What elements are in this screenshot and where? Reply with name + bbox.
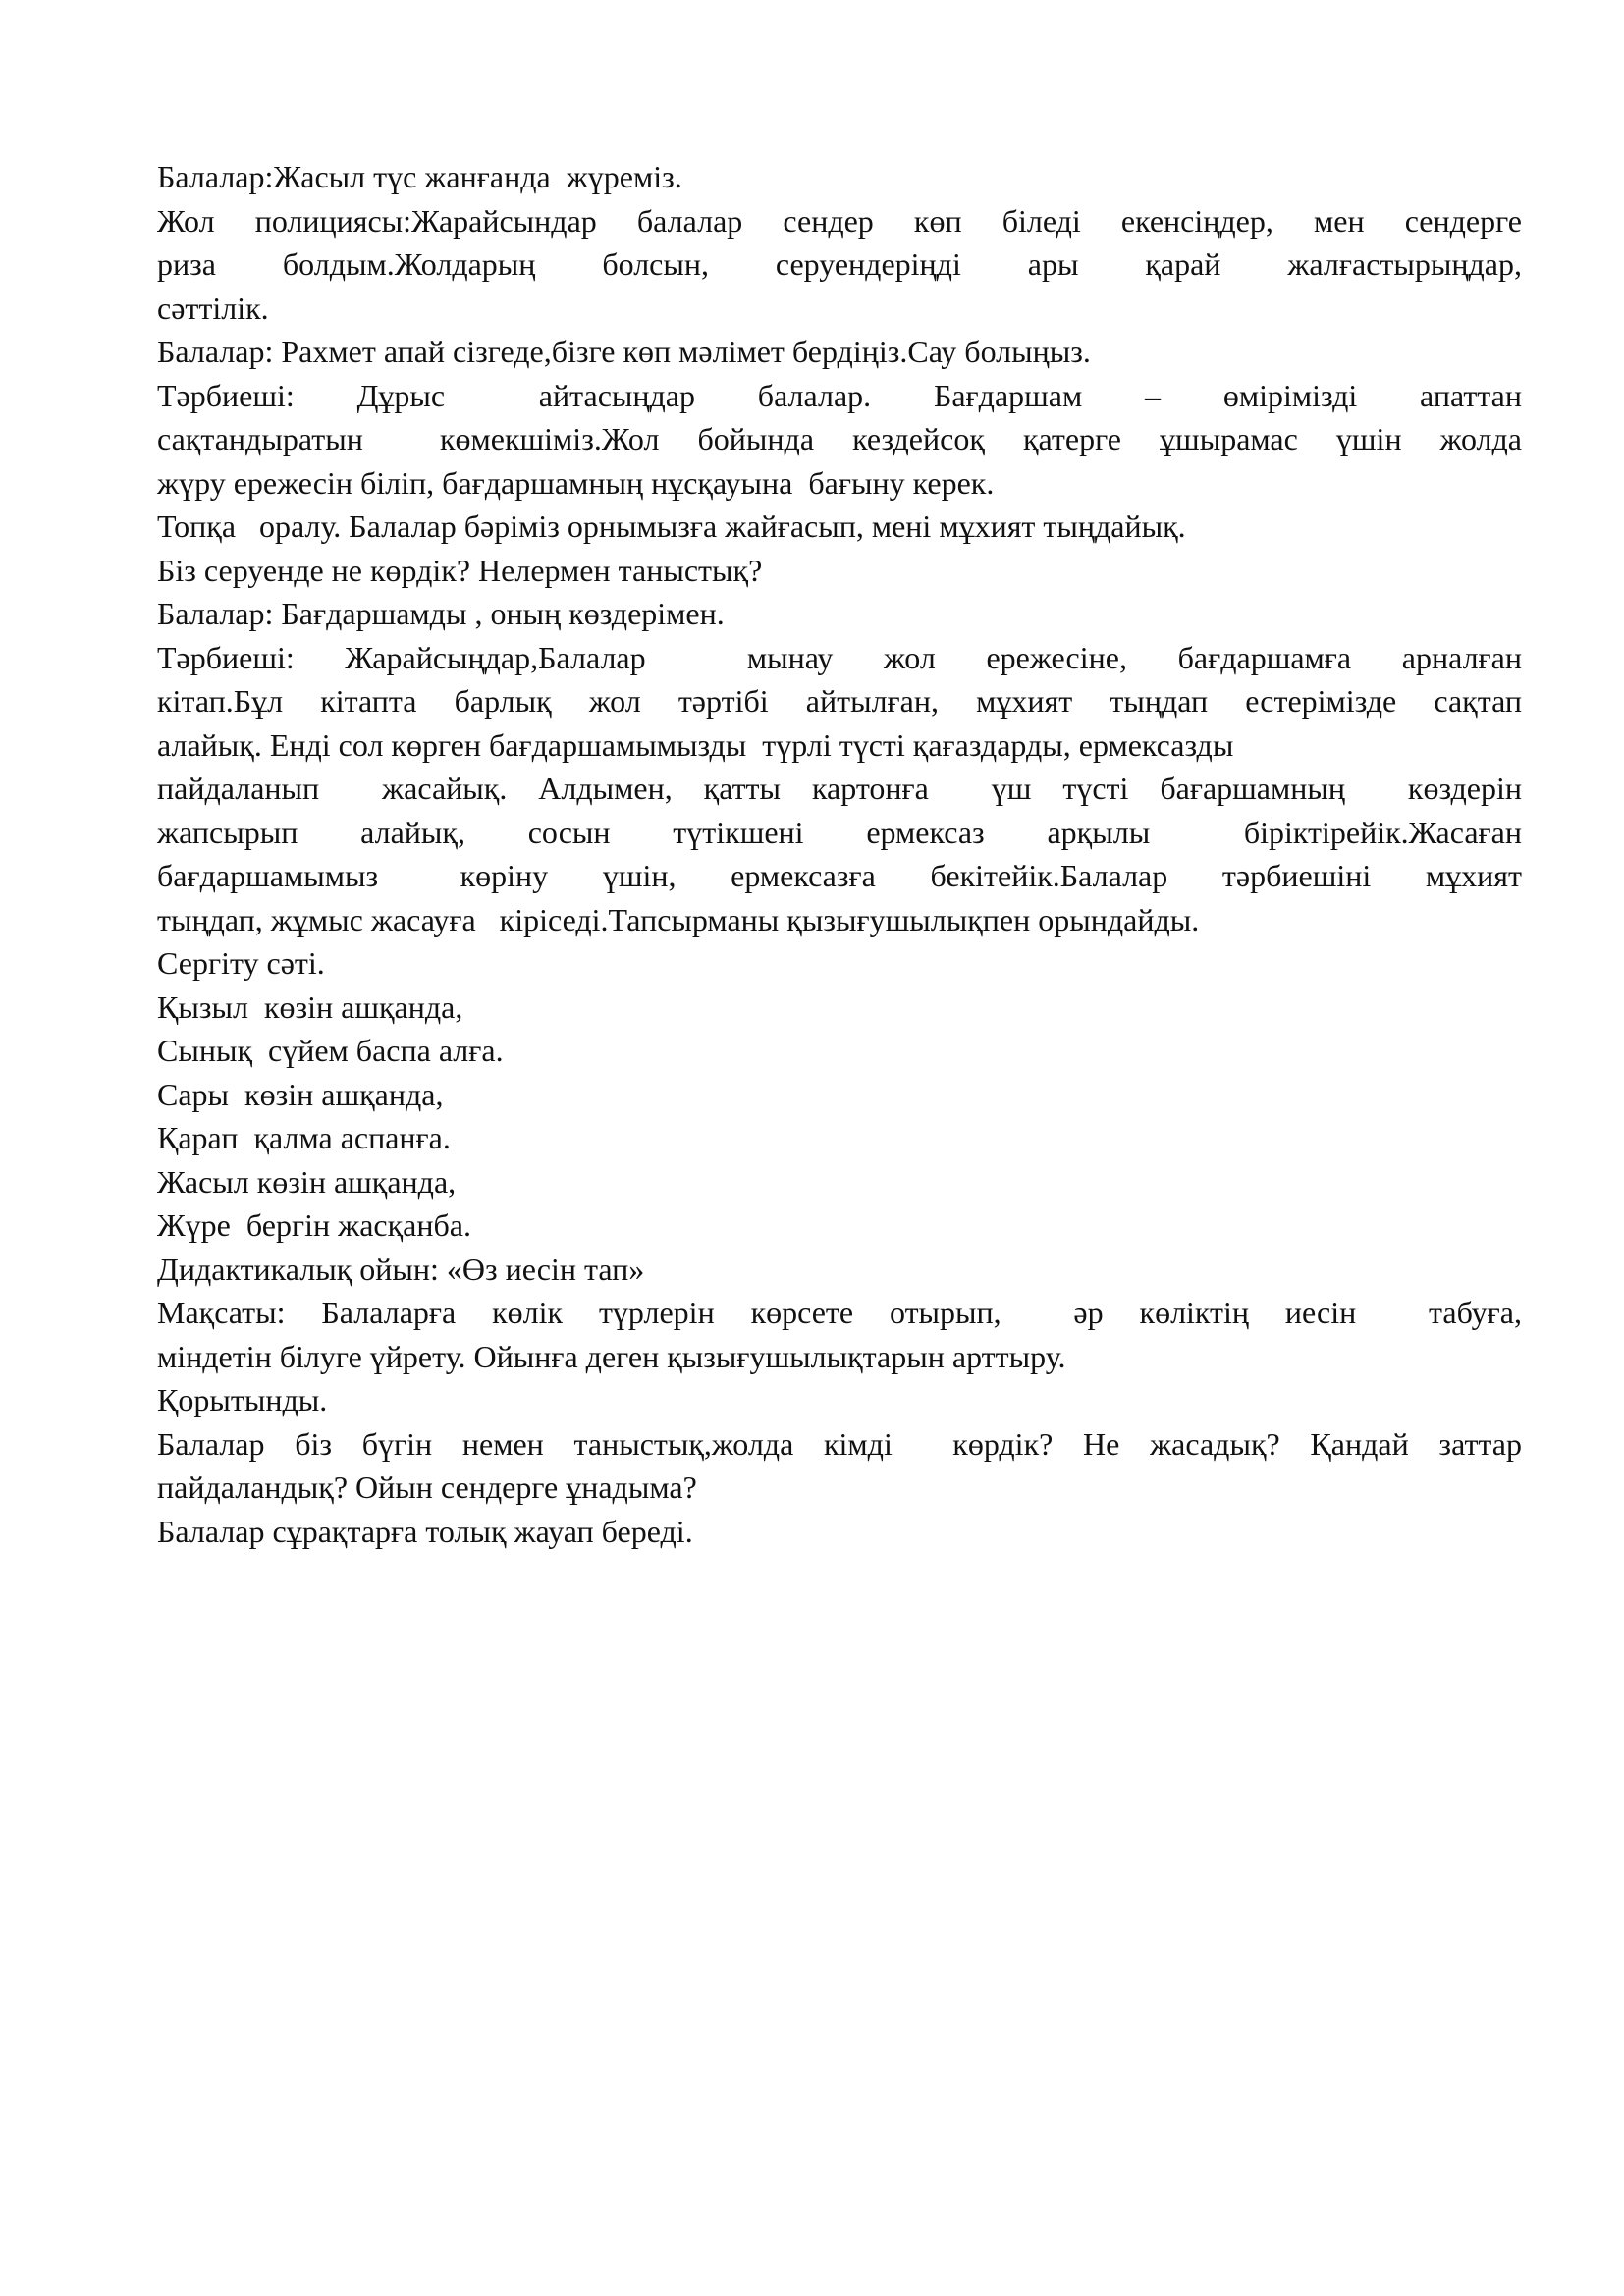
text-line: Балалар: Бағдаршамды , оның көздерімен. <box>157 596 725 631</box>
text-line: сәттілік. <box>157 290 269 326</box>
text-line: міндетін білуге үйрету. Ойынға деген қызығушылықтарын арттыру. <box>157 1338 1066 1374</box>
text-line: Балалар:Жасыл түс жанғанда жүреміз. <box>157 159 682 194</box>
text-line: Сынық сүйем баспа алға. <box>157 1033 504 1068</box>
text-line: жапсырып алайық, сосын түтікшені ермексаз арқылы біріктірейік.Жасаған <box>157 814 1522 850</box>
text-line: тыңдап, жұмыс жасауға кіріседі.Тапсырманы қызығушылықпен орындайды. <box>157 901 1200 937</box>
text-line: алайық. Енді сол көрген бағдаршамымызды түрлі түсті қағаздарды, ермексазды <box>157 726 1234 763</box>
text-line: Тәрбиеші: Дұрыс айтасыңдар балалар. Бағдаршам – өмірімізді апаттан <box>157 377 1522 413</box>
text-line: риза болдым.Жолдарың болсын, серуендеріңді ары қарай жалғастырыңдар, <box>157 246 1522 282</box>
text-line: Сергіту сәті. <box>157 945 325 981</box>
text-line: Мақсаты: Балаларға көлік түрлерін көрсете отырып, әр көліктің иесін табуға, <box>157 1295 1522 1330</box>
text-line: бағдаршамымыз көріну үшін, ермексазға бекітейік.Балалар тәрбиешіні мұхият <box>157 858 1522 893</box>
document-page <box>157 155 1522 1553</box>
text-line: Біз серуенде не көрдік? Нелермен таныстық? <box>157 552 763 588</box>
text-line: сақтандыратын көмекшіміз.Жол бойында кездейсоқ қатерге ұшырамас үшін жолда <box>157 421 1522 456</box>
text-line: пайдаланып жасайық. Алдымен, қатты картонға үш түсті бағаршамның көздерін <box>157 771 1522 806</box>
text-line: Тәрбиеші: Жарайсыңдар,Балалар мынау жол ережесіне, бағдаршамға арналған <box>157 639 1522 675</box>
text-line: Қорытынды. <box>157 1382 328 1417</box>
text-line: Қызыл көзін ашқанда, <box>157 988 463 1025</box>
text-line: Жүре бергін жасқанба. <box>157 1207 471 1243</box>
text-line: кітап.Бұл кітапта барлық жол тәртібі айтылған, мұхият тыңдап естерімізде сақтап <box>157 683 1522 719</box>
text-line: Қарап қалма аспанға. <box>157 1120 451 1155</box>
text-line: жүру ережесін біліп, бағдаршамның нұсқауына бағыну керек. <box>157 464 995 501</box>
text-line: Жасыл көзін ашқанда, <box>157 1163 457 1200</box>
text-line: Сары көзін ашқанда, <box>157 1076 444 1112</box>
text-line: Топқа оралу. Балалар бәріміз орнымызға жайғасып, мені мұхият тыңдайық. <box>157 508 1186 544</box>
text-line: пайдаландық? Ойын сендерге ұнадыма? <box>157 1469 697 1505</box>
text-line: Балалар: Рахмет апай сізгеде,бізге көп мәлімет бердіңіз.Сау болыңыз. <box>157 334 1091 369</box>
text-line: Балалар сұрақтарға толық жауап береді. <box>157 1513 693 1549</box>
text-line: Балалар біз бүгін немен таныстық,жолда кімді көрдік? Не жасадық? Қандай заттар <box>157 1425 1522 1462</box>
text-line: Дидактикалық ойын: «Өз иесін тап» <box>157 1251 645 1287</box>
text-line: Жол полициясы:Жарайсындар балалар сендер көп біледі екенсіңдер, мен сендерге <box>157 202 1522 239</box>
